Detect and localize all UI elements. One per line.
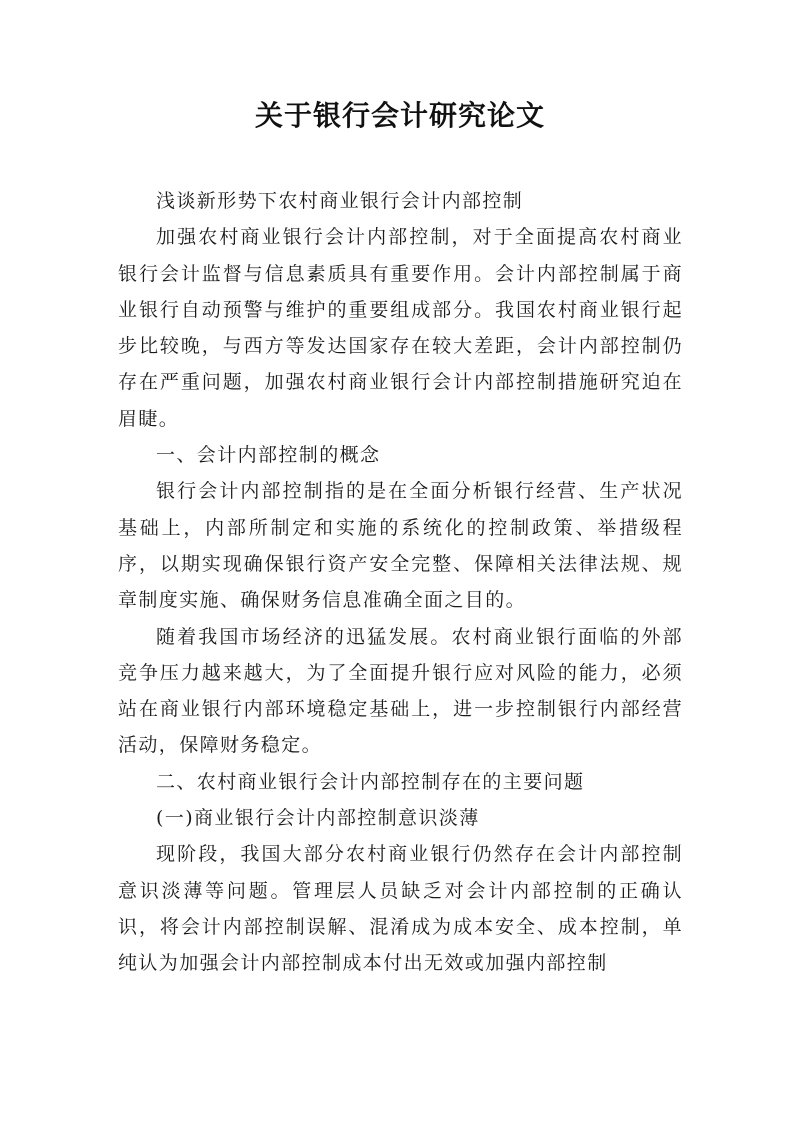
section-heading-2: 二、农村商业银行会计内部控制存在的主要问题 [156,770,585,793]
body-paragraph: 随着我国市场经济的迅猛发展。农村商业银行面临的外部竞争压力越来越大，为了全面提升银行应对风险的能力，必须站在商业银行内部环境稳定基础上，进一步控制银行内部经营活动，保障财务稳定。 [118,625,683,757]
document-title: 关于银行会计研究论文 [254,99,545,132]
body-paragraph: 现阶段，我国大部分农村商业银行仍然存在会计内部控制意识淡薄等问题。管理层人员缺乏对会计内部控制的正确认识，将会计内部控制误解、混淆成为成本安全、成本控制，单纯认为加强会计内部控制成本付出无效或加强内部控制 [118,843,683,975]
section-heading-1: 一、会计内部控制的概念 [156,444,381,467]
body-paragraph: 银行会计内部控制指的是在全面分析银行经营、生产状况基础上，内部所制定和实施的系统化的控制政策、举措级程序，以期实现确保银行资产安全完整、保障相关法律法规、规章制度实施、确保财务信息准确全面之目的。 [118,480,683,612]
subtitle-paragraph: 浅谈新形势下农村商业银行会计内部控制 [156,190,524,212]
subsection-heading-1: (一)商业银行会计内部控制意识淡薄 [156,807,480,830]
document-body [118,183,683,982]
intro-paragraph: 加强农村商业银行会计内部控制，对于全面提高农村商业银行会计监督与信息素质具有重要作用。会计内部控制属于商业银行自动预警与维护的重要组成部分。我国农村商业银行起步比较晚，与西方等发达国家存在较大差距，会计内部控制仍存在严重问题，加强农村商业银行会计内部控制措施研究迫在眉睫。 [118,226,683,430]
